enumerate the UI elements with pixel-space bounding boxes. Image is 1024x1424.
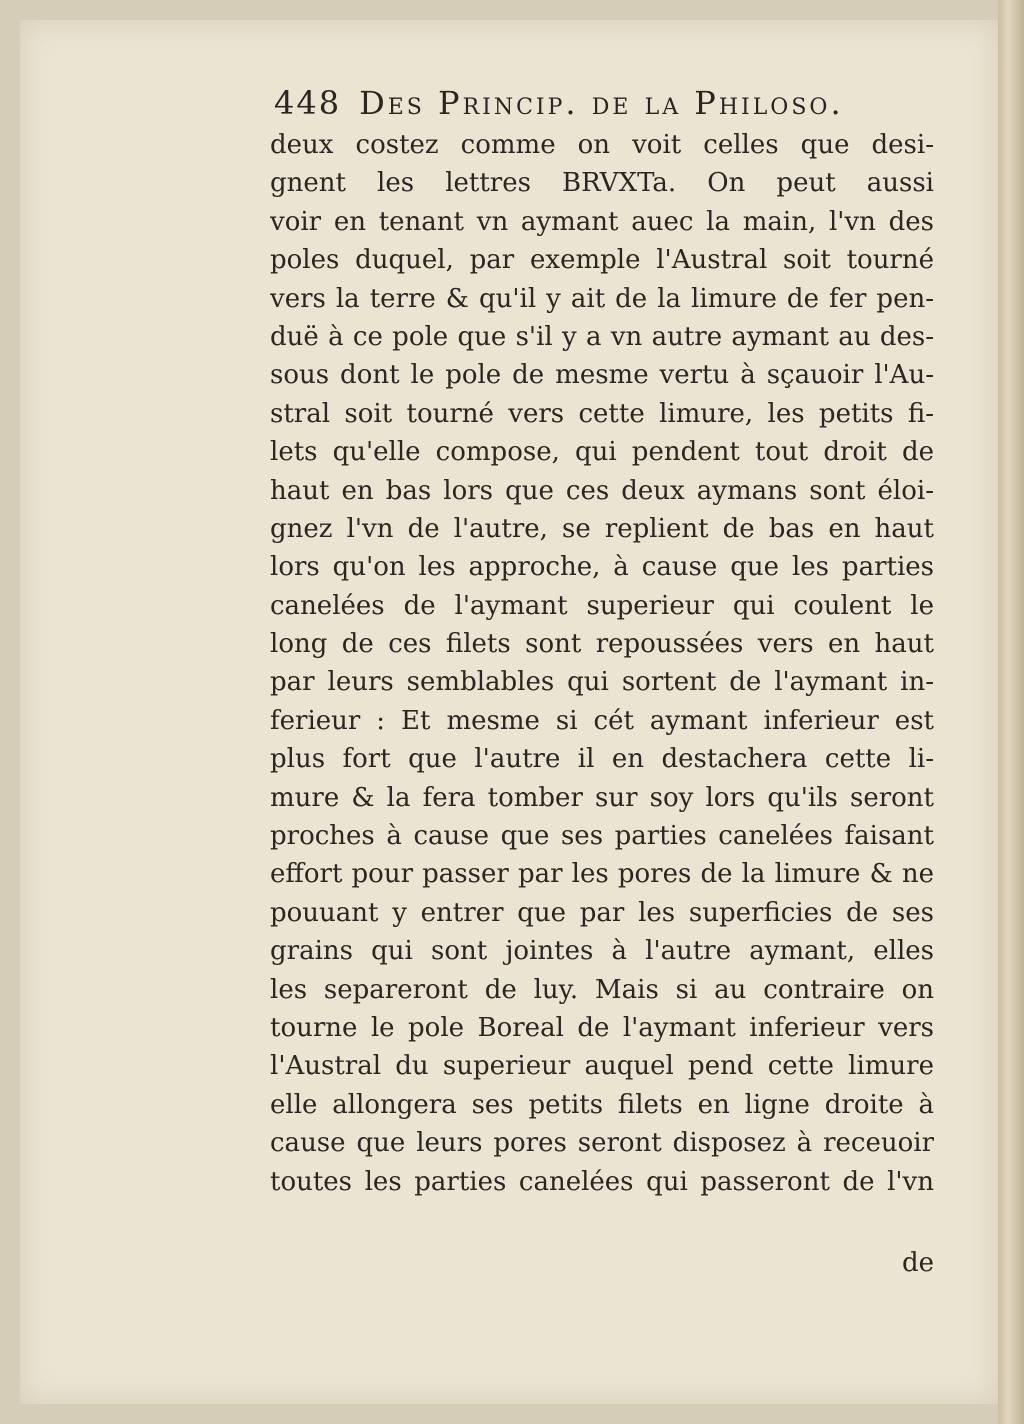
page-number: 448	[274, 84, 342, 122]
text-line: mure & la fera tomber sur soy lors qu'ils seront	[270, 782, 934, 813]
text-line: gnez l'vn de l'autre, se replient de bas en haut	[270, 513, 934, 544]
text-line: effort pour passer par les pores de la limure & ne	[270, 859, 934, 890]
text-line: duë à ce pole que s'il y a vn autre aymant au des-	[270, 321, 934, 352]
text-line: plus fort que l'autre il en destachera cette li-	[270, 744, 934, 775]
text-line: par leurs semblables qui sortent de l'aymant in-	[270, 667, 934, 698]
running-title: Des Princip. de la Philoso.	[359, 84, 844, 122]
text-line: lors qu'on les approche, à cause que les parties	[270, 552, 934, 583]
running-head	[274, 84, 934, 126]
text-line: pouuant y entrer que par les superficies de ses	[270, 897, 934, 928]
text-line: les separeront de luy. Mais si au contraire on	[270, 974, 934, 1005]
body-text	[270, 126, 934, 1201]
text-line: tourne le pole Boreal de l'aymant inferieur vers	[270, 1012, 934, 1043]
text-line: grains qui sont jointes à l'autre aymant, elles	[270, 936, 934, 967]
text-line: haut en bas lors que ces deux aymans sont éloi-	[270, 475, 934, 506]
text-line: proches à cause que ses parties canelées faisant	[270, 821, 934, 852]
text-line: vers la terre & qu'il y ait de la limure de fer pen-	[270, 283, 934, 314]
page-edge	[998, 0, 1024, 1424]
text-line: poles duquel, par exemple l'Austral soit tourné	[270, 245, 934, 276]
text-line: cause que leurs pores seront disposez à receuoir	[270, 1128, 934, 1159]
text-line: stral soit tourné vers cette limure, les petits fi-	[270, 398, 934, 429]
text-line: canelées de l'aymant superieur qui coulent le	[270, 590, 934, 621]
text-line: ferieur : Et mesme si cét aymant inferieur est	[270, 705, 934, 736]
text-line: deux costez comme on voit celles que desi-	[270, 130, 934, 160]
text-line: sous dont le pole de mesme vertu à sçauoir l'Au-	[270, 360, 934, 391]
text-line: gnent les lettres BRVXTa. On peut aussi	[270, 168, 934, 199]
text-line: toutes les parties canelées qui passeront de l'vn	[270, 1166, 934, 1197]
text-line: voir en tenant vn aymant auec la main, l'vn des	[270, 206, 934, 237]
text-line: elle allongera ses petits filets en ligne droite à	[270, 1089, 934, 1120]
text-line: l'Austral du superieur auquel pend cette limure	[270, 1051, 934, 1082]
text-line: long de ces filets sont repoussées vers en haut	[270, 629, 934, 660]
catchword: de	[901, 1248, 934, 1278]
text-line: lets qu'elle compose, qui pendent tout droit de	[270, 437, 934, 468]
